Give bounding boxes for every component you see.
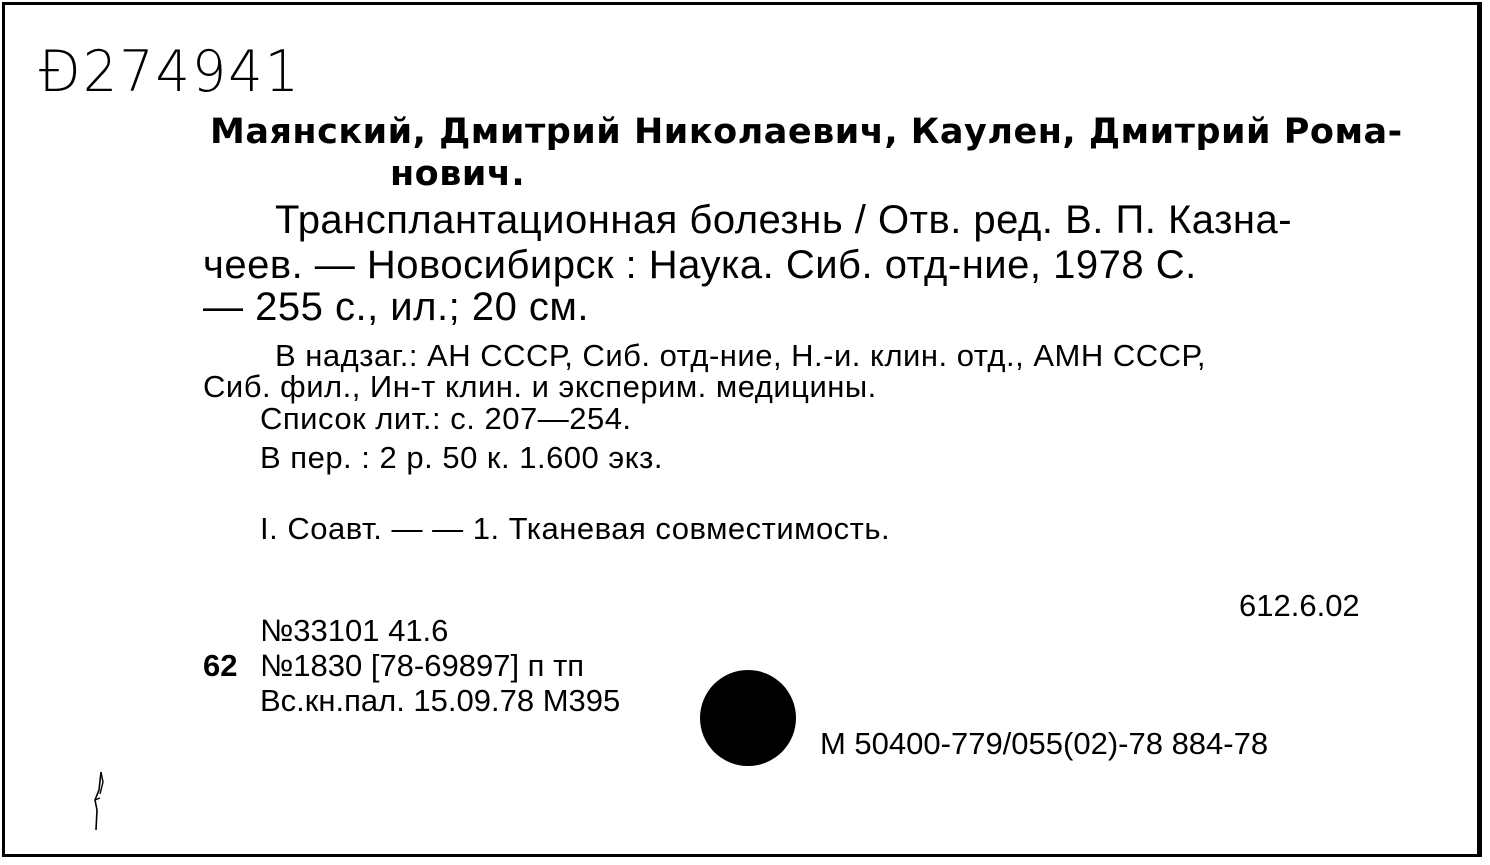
note-line-2: Сиб. фил., Ин-т клин. и эксперим. медицины.	[203, 369, 877, 404]
subject-headings: I. Соавт. — — 1. Тканевая совместимость.	[260, 511, 891, 546]
title-line-1: Трансплантационная болезнь / Отв. ред. В. П. Казна-	[275, 198, 1293, 242]
note-line-1: В надзаг.: АН СССР, Сиб. отд-ние, Н.-и. клин. отд., АМН СССР,	[275, 338, 1206, 373]
title-line-2: чеев. — Новосибирск : Наука. Сиб. отд-ние, 1978 С.	[203, 243, 1197, 287]
author-line-1: Маянский, Дмитрий Николаевич, Каулен, Дмитрий Рома-	[210, 112, 1403, 152]
udc-code: 612.6.02	[1239, 588, 1360, 623]
order-line-3: Вс.кн.пал. 15.09.78 М395	[260, 683, 621, 718]
author-line-2: нович.	[390, 154, 526, 194]
order-line-2: №1830 [78-69897] п тп	[260, 648, 585, 683]
catalog-code: М 50400-779/055(02)-78 884-78	[820, 726, 1269, 761]
punch-hole-mark	[700, 670, 796, 766]
order-line-1: №33101 41.6	[260, 613, 449, 648]
note-line-4: В пер. : 2 р. 50 к. 1.600 экз.	[260, 440, 663, 475]
catalog-card	[2, 2, 1482, 857]
pencil-mark-icon	[89, 770, 111, 832]
note-line-3: Список лит.: с. 207—254.	[260, 401, 632, 436]
handwritten-number: Ð274941	[39, 38, 301, 105]
title-line-3: — 255 с., ил.; 20 см.	[203, 285, 590, 329]
order-prefix: 62	[203, 648, 238, 683]
